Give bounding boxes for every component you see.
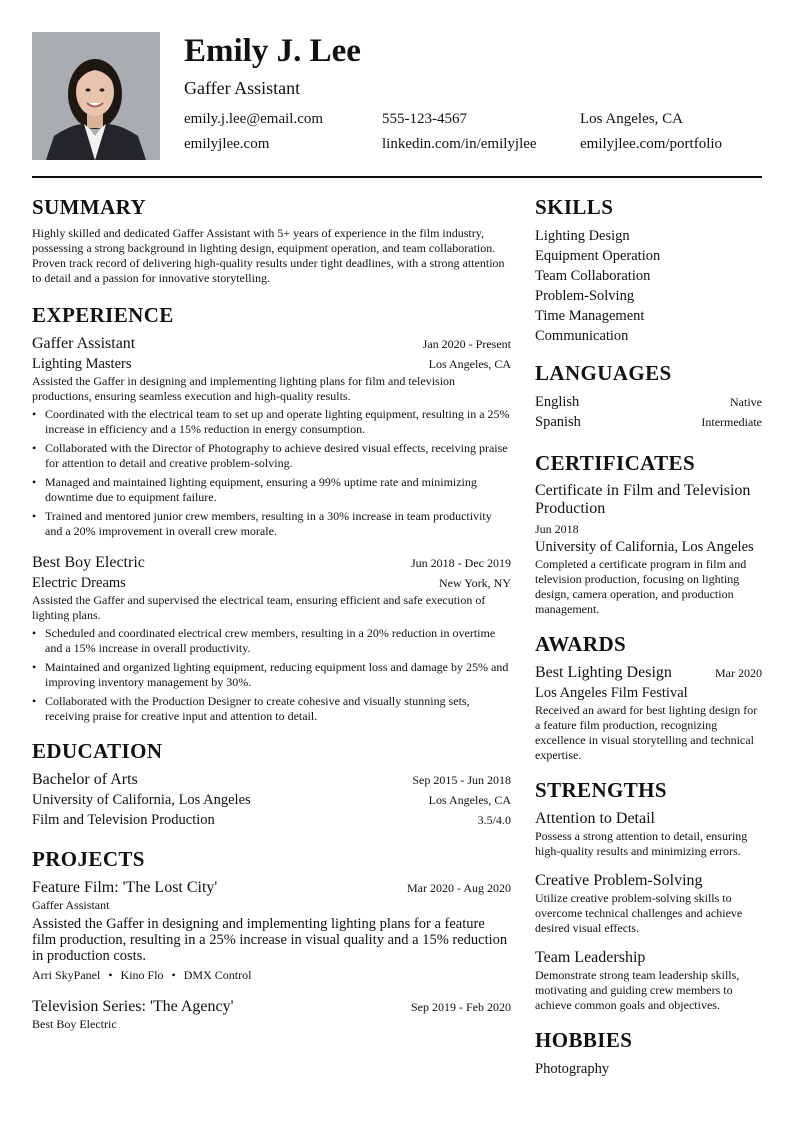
candidate-name: Emily J. Lee bbox=[184, 33, 361, 69]
award-description: Received an award for best lighting design for a feature film production, recognizing excellence in visual storytelling and technical expertise. bbox=[535, 703, 758, 762]
skills-title: SKILLS bbox=[535, 195, 614, 219]
resume-header bbox=[32, 32, 762, 160]
certificate-date: Jun 2018 bbox=[535, 522, 579, 536]
education-gpa: 3.5/4.0 bbox=[477, 813, 511, 827]
project-tool: Arri SkyPanel bbox=[32, 968, 101, 982]
header-divider bbox=[32, 176, 762, 178]
job-bullet: • Trained and mentored junior crew members, resulting in a 30% increase in team productivity and a 20% improvement in overall crew morale. bbox=[32, 509, 511, 539]
strengths-section bbox=[535, 777, 762, 1013]
job-dates: Jan 2020 - Present bbox=[422, 337, 511, 351]
contact-phone[interactable]: 555-123-4567 bbox=[382, 111, 467, 127]
strengths-title: STRENGTHS bbox=[535, 778, 667, 802]
awards-title: AWARDS bbox=[535, 632, 627, 656]
education-major: Film and Television Production bbox=[32, 812, 215, 828]
experience-section bbox=[32, 302, 511, 724]
skill-item: Communication bbox=[535, 328, 629, 344]
project-name: Television Series: 'The Agency' bbox=[32, 998, 234, 1015]
strength-entry bbox=[535, 948, 762, 1013]
project-role: Gaffer Assistant bbox=[32, 898, 110, 912]
job-entry bbox=[32, 553, 511, 724]
education-school: University of California, Los Angeles bbox=[32, 792, 251, 808]
certificates-section bbox=[535, 450, 762, 617]
contact-email[interactable]: emily.j.lee@email.com bbox=[184, 111, 324, 127]
candidate-role: Gaffer Assistant bbox=[184, 78, 301, 98]
award-date: Mar 2020 bbox=[715, 666, 762, 680]
award-name: Best Lighting Design bbox=[535, 664, 672, 681]
strength-entry bbox=[535, 871, 762, 936]
strength-name: Attention to Detail bbox=[535, 810, 655, 827]
language-level: Intermediate bbox=[701, 415, 762, 429]
summary-title: SUMMARY bbox=[32, 195, 147, 219]
education-location: Los Angeles, CA bbox=[428, 793, 511, 807]
strength-description: Possess a strong attention to detail, ensuring high-quality results and minimizing errors. bbox=[535, 829, 748, 858]
job-bullet: • Coordinated with the electrical team to set up and operate lighting equipment, resulting in a 25% increase in efficiency and a 15% reduction in energy consumption. bbox=[32, 407, 511, 437]
right-column bbox=[535, 194, 762, 1093]
job-bullet: • Collaborated with the Production Designer to create cohesive and visually stunning sets, receiving praise for creative input and attention to detail. bbox=[32, 694, 511, 724]
job-dates: Jun 2018 - Dec 2019 bbox=[411, 556, 511, 570]
skill-item: Equipment Operation bbox=[535, 248, 661, 264]
education-title: EDUCATION bbox=[32, 739, 163, 763]
contact-website[interactable]: emilyjlee.com bbox=[184, 136, 270, 152]
job-location: New York, NY bbox=[438, 576, 511, 590]
strength-description: Utilize creative problem-solving skills to overcome technical challenges and achieve desired visual effects. bbox=[535, 891, 743, 935]
project-tool: Kino Flo bbox=[120, 968, 164, 982]
languages-title: LANGUAGES bbox=[535, 361, 672, 385]
job-company: Electric Dreams bbox=[32, 575, 126, 591]
project-role: Best Boy Electric bbox=[32, 1017, 117, 1031]
awards-section bbox=[535, 631, 762, 763]
projects-section bbox=[32, 846, 511, 1032]
skills-section bbox=[535, 194, 762, 346]
experience-title: EXPERIENCE bbox=[32, 303, 174, 327]
contact-linkedin[interactable]: linkedin.com/in/emilyjlee bbox=[382, 136, 537, 152]
job-bullets bbox=[32, 407, 511, 539]
project-tools bbox=[32, 968, 511, 983]
certificate-description: Completed a certificate program in film and television production, focusing on lighting design, camera operation, and production management. bbox=[535, 557, 747, 616]
tool-separator: • bbox=[108, 968, 113, 982]
hobbies-section bbox=[535, 1027, 762, 1079]
award-issuer: Los Angeles Film Festival bbox=[535, 685, 688, 701]
tool-separator: • bbox=[171, 968, 176, 982]
contact-portfolio[interactable]: emilyjlee.com/portfolio bbox=[580, 136, 723, 152]
languages-section bbox=[535, 360, 762, 432]
job-company: Lighting Masters bbox=[32, 356, 132, 372]
profile-photo bbox=[32, 32, 160, 160]
summary-text: Highly skilled and dedicated Gaffer Assistant with 5+ years of experience in the film industry, possessing a strong background in lighting design, equipment operation, and team collaboration. Proven track record of delivering high-quality results under tight deadlines, with a strong attention to detail and a passion for innovative storytelling. bbox=[32, 226, 505, 285]
hobbies-title: HOBBIES bbox=[535, 1028, 633, 1052]
language-name: Spanish bbox=[535, 414, 581, 430]
job-entry bbox=[32, 334, 511, 539]
job-location: Los Angeles, CA bbox=[428, 357, 511, 371]
certificate-issuer: University of California, Los Angeles bbox=[535, 539, 754, 555]
skill-item: Problem-Solving bbox=[535, 288, 635, 304]
skill-item: Time Management bbox=[535, 308, 645, 324]
project-tool: DMX Control bbox=[183, 968, 252, 982]
job-description: Assisted the Gaffer in designing and implementing lighting plans for film and television productions, ensuring seamless execution and high-quality results. bbox=[32, 374, 456, 403]
certificates-title: CERTIFICATES bbox=[535, 451, 696, 475]
skill-item: Lighting Design bbox=[535, 228, 630, 244]
skill-item: Team Collaboration bbox=[535, 268, 651, 284]
job-bullet: • Maintained and organized lighting equipment, reducing equipment loss and damage by 25% and improving inventory management by 30%. bbox=[32, 660, 511, 690]
job-bullets bbox=[32, 626, 511, 724]
project-dates: Mar 2020 - Aug 2020 bbox=[407, 881, 511, 895]
project-name: Feature Film: 'The Lost City' bbox=[32, 879, 218, 896]
project-description: Assisted the Gaffer in designing and implementing lighting plans for a feature film production, resulting in a 25% increase in visual quality and a 15% reduction in production costs. bbox=[32, 916, 508, 964]
hobby-item: Photography bbox=[535, 1061, 610, 1077]
job-position: Gaffer Assistant bbox=[32, 335, 136, 352]
project-dates: Sep 2019 - Feb 2020 bbox=[411, 1000, 511, 1014]
job-bullet: • Scheduled and coordinated electrical crew members, resulting in a 20% reduction in overtime and a 15% increase in overall productivity. bbox=[32, 626, 511, 656]
project-entry bbox=[32, 997, 511, 1032]
left-column bbox=[32, 194, 511, 1046]
education-degree: Bachelor of Arts bbox=[32, 771, 138, 788]
projects-title: PROJECTS bbox=[32, 847, 145, 871]
language-name: English bbox=[535, 394, 580, 410]
language-level: Native bbox=[730, 395, 762, 409]
project-entry bbox=[32, 878, 511, 983]
strength-description: Demonstrate strong team leadership skills, motivating and guiding crew members to achieve common goals and objectives. bbox=[535, 968, 740, 1012]
strength-entry bbox=[535, 809, 762, 859]
job-position: Best Boy Electric bbox=[32, 554, 145, 571]
profile-photo-illustration bbox=[32, 32, 160, 160]
strength-name: Creative Problem-Solving bbox=[535, 872, 703, 889]
job-bullet: • Managed and maintained lighting equipment, ensuring a 99% uptime rate and minimizing downtime due to equipment failure. bbox=[32, 475, 511, 505]
job-description: Assisted the Gaffer and supervised the electrical team, ensuring efficient and safe execution of lighting plans. bbox=[32, 593, 486, 622]
certificate-name: Certificate in Film and Television Production bbox=[535, 482, 751, 517]
education-dates: Sep 2015 - Jun 2018 bbox=[412, 773, 511, 787]
strength-name: Team Leadership bbox=[535, 949, 646, 966]
contact-location: Los Angeles, CA bbox=[580, 111, 683, 127]
summary-section bbox=[32, 194, 511, 286]
education-section bbox=[32, 738, 511, 830]
job-bullet: • Collaborated with the Director of Photography to achieve desired visual effects, receiving praise for attention to detail and creative problem-solving. bbox=[32, 441, 511, 471]
